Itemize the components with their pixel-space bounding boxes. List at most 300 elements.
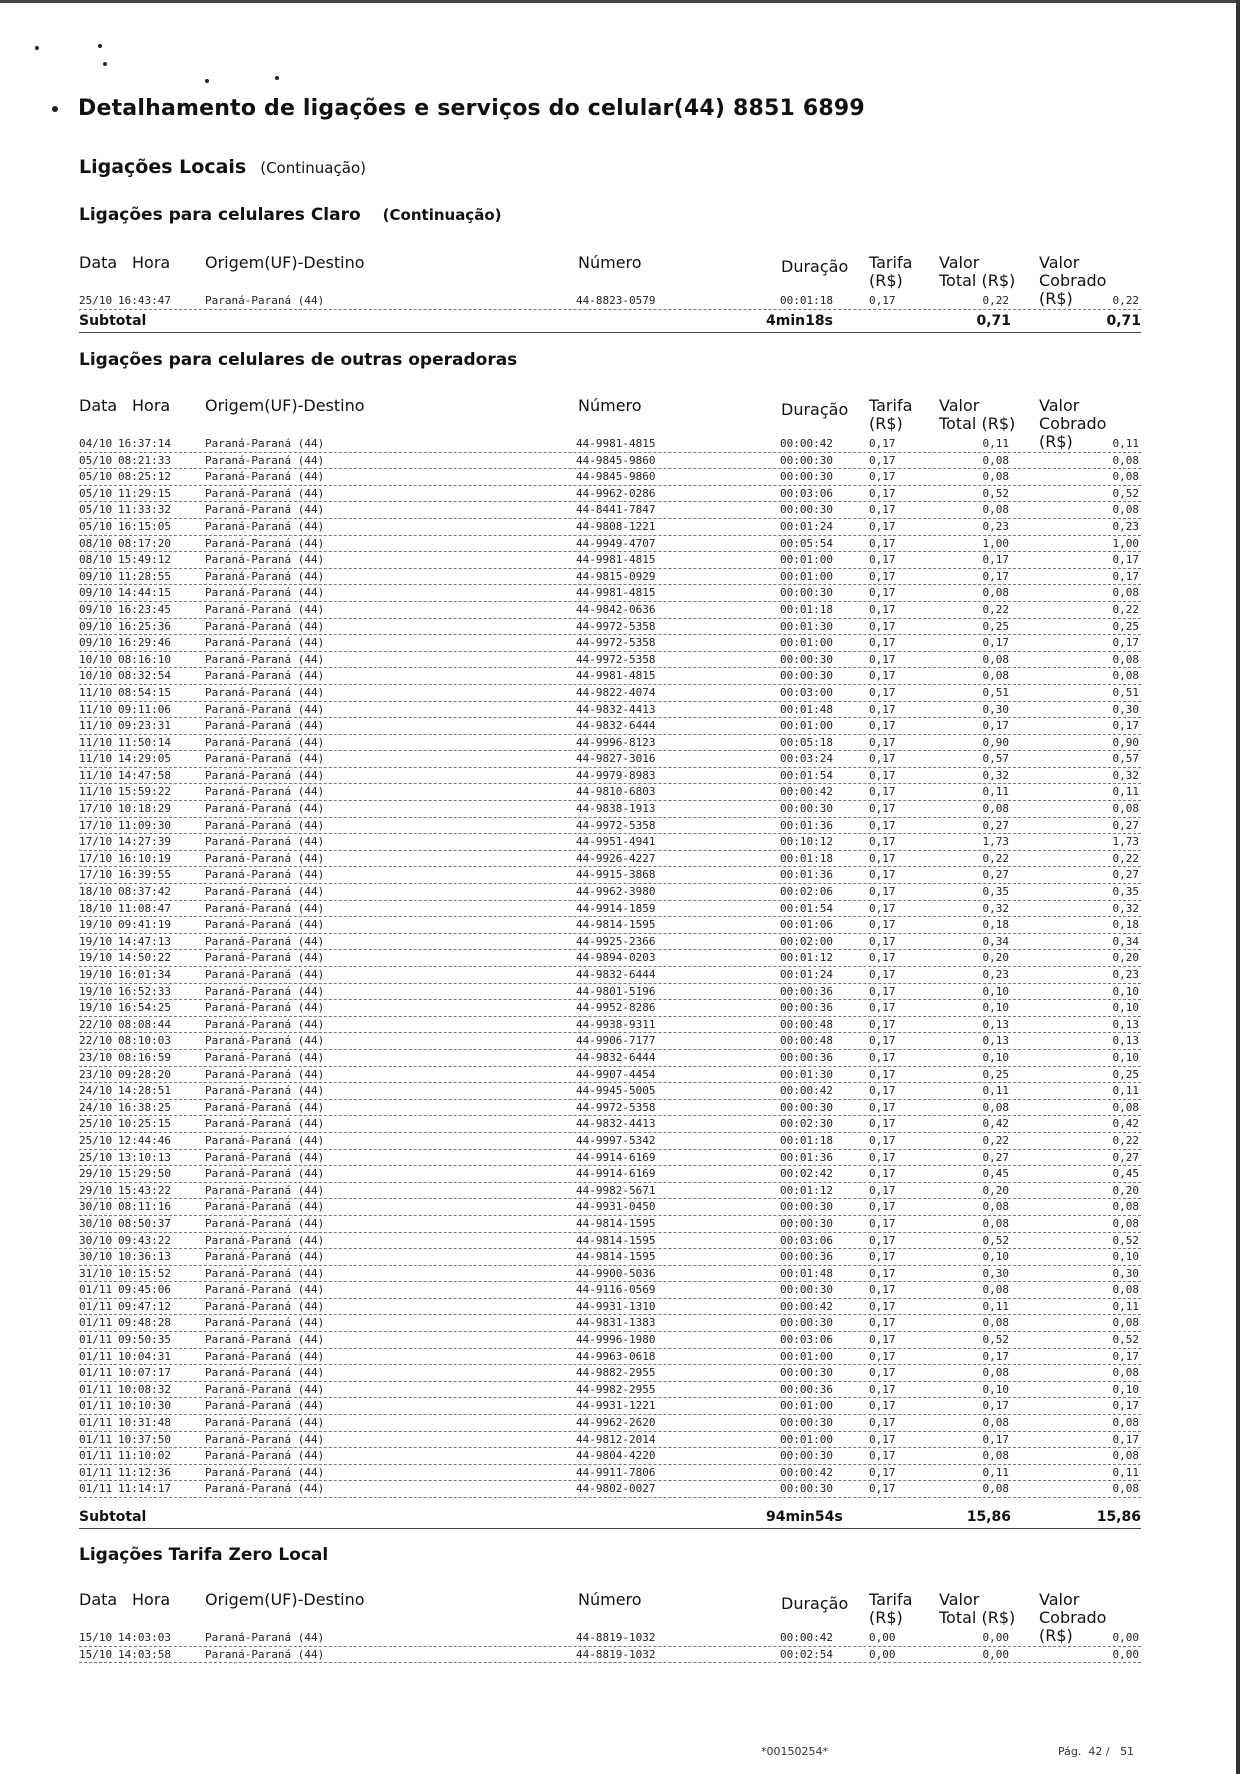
table-cell: 00:01:36 (780, 818, 833, 832)
table-cell: 0,27 (1112, 818, 1139, 832)
table-cell: 44-9911-7806 (576, 1465, 656, 1479)
table-cell: 0,17 (869, 735, 896, 749)
table-cell: 00:01:18 (780, 1133, 833, 1147)
table-cell: 0,08 (1112, 1482, 1139, 1496)
table-cell: 00:02:00 (780, 934, 833, 948)
table-cell: 00:01:00 (780, 1399, 833, 1413)
table-cell: 25/10 (79, 1117, 113, 1131)
table-cell: 0,17 (982, 719, 1009, 733)
table-cell: 0,08 (1112, 1200, 1139, 1214)
table-cell: 09:28:20 (118, 1067, 171, 1081)
table-cell: 09:50:35 (118, 1333, 171, 1347)
table-cell: 23/10 (79, 1050, 113, 1064)
table-cell: Paraná-Paraná (44) (205, 553, 325, 567)
table-cell: 0,22 (982, 851, 1009, 865)
table-cell: 0,08 (982, 586, 1009, 600)
table-cell: 0,22 (1112, 851, 1139, 865)
table-cell: Paraná-Paraná (44) (205, 652, 325, 666)
table-cell: 0,17 (1112, 1349, 1139, 1363)
table-cell: 10:04:31 (118, 1349, 171, 1363)
table-cell: 0,17 (869, 1067, 896, 1081)
table-cell: 09:48:28 (118, 1316, 171, 1330)
table-cell: 0,08 (982, 1316, 1009, 1330)
table-cell: 0,32 (1112, 768, 1139, 782)
table-cell: 0,18 (982, 918, 1009, 932)
table-cell: 44-9972-5358 (576, 636, 656, 650)
table-cell: 00:00:30 (780, 652, 833, 666)
table-cell: Paraná-Paraná (44) (205, 1100, 325, 1114)
table-cell: 0,10 (982, 1382, 1009, 1396)
table-cell: 00:03:06 (780, 1233, 833, 1247)
table-cell: 0,25 (982, 1067, 1009, 1081)
table-cell: 44-9827-3016 (576, 752, 656, 766)
table-cell: 23/10 (79, 1067, 113, 1081)
table-cell: 44-9931-1310 (576, 1299, 656, 1313)
scan-edge-top (0, 0, 1240, 3)
table-cell: 0,17 (869, 951, 896, 965)
table-cell: 00:00:48 (780, 1034, 833, 1048)
table-cell: 0,25 (1112, 619, 1139, 633)
table-row (79, 1000, 1141, 1017)
table-cell: 0,17 (869, 835, 896, 849)
table-cell: Paraná-Paraná (44) (205, 752, 325, 766)
table-cell: 16:15:05 (118, 519, 171, 533)
table-cell: 14:03:03 (118, 1631, 171, 1644)
table-cell: Paraná-Paraná (44) (205, 1283, 325, 1297)
table-cell: Paraná-Paraná (44) (205, 1449, 325, 1463)
table-cell: 0,17 (869, 702, 896, 716)
table-cell: 08:32:54 (118, 669, 171, 683)
table-cell: Paraná-Paraná (44) (205, 453, 325, 467)
table-cell: 0,11 (1112, 785, 1139, 799)
table-cell: 0,23 (1112, 519, 1139, 533)
table-cell: 0,17 (869, 294, 896, 307)
table-cell: 0,42 (982, 1117, 1009, 1131)
table-row (79, 735, 1141, 752)
table-cell: 0,17 (869, 918, 896, 932)
table-cell: 00:02:30 (780, 1117, 833, 1131)
table-cell: 15/10 (79, 1647, 113, 1661)
table-cell: 0,08 (982, 652, 1009, 666)
table-cell: 44-9926-4227 (576, 851, 656, 865)
table-cell: 14:47:13 (118, 934, 171, 948)
table-cell: 17/10 (79, 818, 113, 832)
table-cell: Paraná-Paraná (44) (205, 1167, 325, 1181)
table-cell: Paraná-Paraná (44) (205, 1117, 325, 1131)
table-cell: 08:17:20 (118, 536, 171, 550)
table-cell: 44-8819-1032 (576, 1647, 656, 1661)
table-cell: 44-8823-0579 (576, 294, 656, 307)
table-cell: 00:03:06 (780, 1333, 833, 1347)
table-cell: 05/10 (79, 519, 113, 533)
table-cell: 00:01:12 (780, 951, 833, 965)
table-cell: 0,17 (869, 536, 896, 550)
table-cell: 0,17 (869, 1084, 896, 1098)
table-cell: 05/10 (79, 453, 113, 467)
table-cell: Paraná-Paraná (44) (205, 569, 325, 583)
table-cell: 11/10 (79, 785, 113, 799)
table-cell: 16:38:25 (118, 1100, 171, 1114)
table-cell: 25/10 (79, 294, 113, 307)
block1-rows (79, 293, 1141, 310)
table-cell: 44-9925-2366 (576, 934, 656, 948)
table-cell: 44-9945-5005 (576, 1084, 656, 1098)
table-cell: 44-9962-2620 (576, 1416, 656, 1430)
table-cell: 16:52:33 (118, 984, 171, 998)
table-cell: 01/11 (79, 1432, 113, 1446)
table-cell: 01/11 (79, 1482, 113, 1496)
table-cell: 44-9804-4220 (576, 1449, 656, 1463)
table-cell: 0,13 (1112, 1034, 1139, 1048)
table-cell: 00:01:54 (780, 901, 833, 915)
table-cell: 0,08 (982, 503, 1009, 517)
table-cell: Paraná-Paraná (44) (205, 1034, 325, 1048)
table-row (79, 1116, 1141, 1133)
table-cell: 0,17 (982, 569, 1009, 583)
scan-edge-right (1236, 0, 1240, 1774)
table-cell: 11/10 (79, 752, 113, 766)
table-cell: 30/10 (79, 1250, 113, 1264)
table-cell: 00:01:00 (780, 553, 833, 567)
table-cell: 00:00:42 (780, 1084, 833, 1098)
table-cell: 00:00:48 (780, 1017, 833, 1031)
table-cell: 0,52 (1112, 1233, 1139, 1247)
table-cell: Paraná-Paraná (44) (205, 685, 325, 699)
table-cell: 0,17 (869, 553, 896, 567)
table-cell: 10:18:29 (118, 802, 171, 816)
table-cell: 00:01:36 (780, 868, 833, 882)
table-cell: 0,17 (869, 652, 896, 666)
table-cell: 09/10 (79, 602, 113, 616)
table-cell: 29/10 (79, 1183, 113, 1197)
table-row (79, 901, 1141, 918)
table-cell: Paraná-Paraná (44) (205, 1299, 325, 1313)
table-cell: 44-9963-0618 (576, 1349, 656, 1363)
table-cell: 08:16:59 (118, 1050, 171, 1064)
table-row (79, 552, 1141, 569)
table-cell: 0,17 (982, 1349, 1009, 1363)
table-cell: 00:00:30 (780, 1449, 833, 1463)
scan-speck (205, 79, 209, 83)
table-cell: 00:00:30 (780, 1316, 833, 1330)
table-cell: Paraná-Paraná (44) (205, 1399, 325, 1413)
table-cell: 0,17 (869, 851, 896, 865)
table-cell: 00:01:30 (780, 1067, 833, 1081)
table-cell: 44-9996-8123 (576, 735, 656, 749)
table-cell: 0,08 (982, 1216, 1009, 1230)
table-cell: 0,35 (1112, 885, 1139, 899)
table-cell: 44-9832-4413 (576, 702, 656, 716)
table-cell: 0,00 (982, 1647, 1009, 1661)
table-header: Data Hora Origem(UF)-Destino Número Duração Tarifa (R$) Valor Total (R$) Valor Cobrado (R$) (79, 1590, 1107, 1645)
table-cell: 0,10 (1112, 1001, 1139, 1015)
table-cell: 0,18 (1112, 918, 1139, 932)
table-cell: 14:28:51 (118, 1084, 171, 1098)
table-cell: 00:00:42 (780, 785, 833, 799)
table-cell: 44-9838-1913 (576, 802, 656, 816)
table-cell: 44-9949-4707 (576, 536, 656, 550)
table-cell: 0,00 (869, 1647, 896, 1661)
table-cell: Paraná-Paraná (44) (205, 984, 325, 998)
table-cell: Paraná-Paraná (44) (205, 719, 325, 733)
table-cell: 10:25:15 (118, 1117, 171, 1131)
table-row (79, 1415, 1141, 1432)
table-cell: 09/10 (79, 569, 113, 583)
table-cell: 0,17 (869, 1449, 896, 1463)
table-cell: Paraná-Paraná (44) (205, 735, 325, 749)
table-cell: 16:10:19 (118, 851, 171, 865)
table-cell: Paraná-Paraná (44) (205, 503, 325, 517)
table-cell: 00:01:36 (780, 1150, 833, 1164)
table-cell: 0,17 (869, 1316, 896, 1330)
table-cell: 01/11 (79, 1333, 113, 1347)
table-cell: 0,17 (869, 1349, 896, 1363)
table-cell: Paraná-Paraná (44) (205, 1266, 325, 1280)
table-cell: 00:00:30 (780, 1200, 833, 1214)
table-cell: Paraná-Paraná (44) (205, 519, 325, 533)
table-cell: 44-9906-7177 (576, 1034, 656, 1048)
table-cell: 09:43:22 (118, 1233, 171, 1247)
table-cell: 0,90 (982, 735, 1009, 749)
table-cell: 00:00:30 (780, 470, 833, 484)
table-cell: 00:00:30 (780, 453, 833, 467)
table-cell: Paraná-Paraná (44) (205, 1631, 325, 1644)
table-cell: 11/10 (79, 685, 113, 699)
table-cell: 0,11 (982, 785, 1009, 799)
table-cell: 0,17 (982, 553, 1009, 567)
table-row (79, 453, 1141, 470)
table-cell: 1,73 (982, 835, 1009, 849)
block2-subtotal: Subtotal 94min54s 15,86 15,86 (79, 1506, 1141, 1529)
table-cell: 0,10 (982, 1050, 1009, 1064)
table-cell: 08:25:12 (118, 470, 171, 484)
table-cell: 16:29:46 (118, 636, 171, 650)
table-cell: 01/11 (79, 1283, 113, 1297)
table-cell: 14:50:22 (118, 951, 171, 965)
table-cell: 0,23 (982, 968, 1009, 981)
table-cell: 0,11 (1112, 437, 1139, 450)
table-cell: 00:00:42 (780, 1465, 833, 1479)
table-row (79, 768, 1141, 785)
table-row (79, 1083, 1141, 1100)
table-cell: 00:00:42 (780, 437, 833, 450)
table-cell: 0,17 (869, 719, 896, 733)
table-cell: 11:28:55 (118, 569, 171, 583)
table-row (79, 834, 1141, 851)
table-cell: 0,17 (869, 1216, 896, 1230)
table-cell: 44-9815-0929 (576, 569, 656, 583)
block3-rows (79, 1630, 1141, 1663)
table-row (79, 1282, 1141, 1299)
table-cell: 0,08 (1112, 652, 1139, 666)
table-cell: 00:03:24 (780, 752, 833, 766)
table-row (79, 1398, 1141, 1415)
table-row (79, 1133, 1141, 1150)
table-cell: 44-9982-2955 (576, 1382, 656, 1396)
table-cell: 44-9116-0569 (576, 1283, 656, 1297)
table-cell: 0,08 (1112, 1449, 1139, 1463)
scan-speck (35, 46, 39, 50)
table-cell: 0,35 (982, 885, 1009, 899)
table-cell: Paraná-Paraná (44) (205, 901, 325, 915)
table-row (79, 801, 1141, 818)
table-cell: 08:54:15 (118, 685, 171, 699)
table-cell: 0,17 (869, 1017, 896, 1031)
table-cell: 0,11 (982, 1465, 1009, 1479)
table-cell: 0,17 (869, 685, 896, 699)
table-cell: 00:01:24 (780, 968, 833, 981)
table-cell: 0,11 (982, 1084, 1009, 1098)
table-cell: 0,30 (1112, 702, 1139, 716)
table-cell: 00:02:54 (780, 1647, 833, 1661)
table-cell: 0,08 (1112, 453, 1139, 467)
table-cell: 0,52 (1112, 486, 1139, 500)
table-cell: Paraná-Paraná (44) (205, 1200, 325, 1214)
table-cell: 00:01:48 (780, 1266, 833, 1280)
table-row (79, 1033, 1141, 1050)
table-cell: 44-9979-8983 (576, 768, 656, 782)
table-cell: 14:47:58 (118, 768, 171, 782)
table-cell: 00:01:12 (780, 1183, 833, 1197)
table-cell: 0,10 (1112, 1250, 1139, 1264)
table-cell: 0,17 (869, 1133, 896, 1147)
table-row (79, 917, 1141, 934)
table-cell: 18/10 (79, 901, 113, 915)
table-cell: 0,22 (982, 294, 1009, 307)
table-cell: 11/10 (79, 719, 113, 733)
table-cell: 0,08 (1112, 669, 1139, 683)
table-cell: 0,10 (1112, 984, 1139, 998)
table-cell: 0,08 (982, 1283, 1009, 1297)
table-cell: 00:01:48 (780, 702, 833, 716)
table-cell: 10:36:13 (118, 1250, 171, 1264)
table-row (79, 1365, 1141, 1382)
table-cell: 44-9914-1859 (576, 901, 656, 915)
table-cell: 0,90 (1112, 735, 1139, 749)
table-row (79, 984, 1141, 1001)
table-cell: 0,00 (1112, 1631, 1139, 1644)
table-cell: Paraná-Paraná (44) (205, 1465, 325, 1479)
table-cell: 08/10 (79, 553, 113, 567)
table-cell: 17/10 (79, 802, 113, 816)
table-cell: Paraná-Paraná (44) (205, 1432, 325, 1446)
table-cell: 0,10 (982, 1250, 1009, 1264)
table-cell: 0,00 (869, 1631, 896, 1644)
table-cell: 10:07:17 (118, 1366, 171, 1380)
table-cell: 44-9952-8286 (576, 1001, 656, 1015)
table-cell: 08:21:33 (118, 453, 171, 467)
table-cell: Paraná-Paraná (44) (205, 636, 325, 650)
table-cell: 0,17 (1112, 636, 1139, 650)
table-cell: 00:00:30 (780, 1100, 833, 1114)
table-cell: 00:01:00 (780, 1432, 833, 1446)
table-cell: 11/10 (79, 702, 113, 716)
table-cell: 11:08:47 (118, 901, 171, 915)
table-cell: 19/10 (79, 1001, 113, 1015)
table-cell: Paraná-Paraná (44) (205, 818, 325, 832)
table-cell: 15:59:22 (118, 785, 171, 799)
table-cell: Paraná-Paraná (44) (205, 1233, 325, 1247)
table-cell: 30/10 (79, 1216, 113, 1230)
table-cell: 14:27:39 (118, 835, 171, 849)
table-cell: 19/10 (79, 918, 113, 932)
table-cell: 09:47:12 (118, 1299, 171, 1313)
table-row (79, 818, 1141, 835)
table-cell: 44-9845-9860 (576, 453, 656, 467)
table-cell: 01/11 (79, 1382, 113, 1396)
table-cell: 00:01:18 (780, 294, 833, 307)
block1-title: Ligações para celulares Claro (Continuação) (79, 205, 502, 225)
table-cell: 0,17 (869, 1167, 896, 1181)
table-cell: 00:01:18 (780, 602, 833, 616)
table-cell: 0,17 (869, 984, 896, 998)
scan-speck (103, 62, 107, 66)
table-cell: 00:10:12 (780, 835, 833, 849)
table-cell: 09/10 (79, 636, 113, 650)
table-cell: 0,10 (1112, 1382, 1139, 1396)
table-cell: 44-9982-5671 (576, 1183, 656, 1197)
table-cell: 0,17 (869, 934, 896, 948)
table-cell: 0,17 (982, 636, 1009, 650)
table-cell: 00:01:00 (780, 1349, 833, 1363)
table-cell: 19/10 (79, 951, 113, 965)
table-cell: 11:29:15 (118, 486, 171, 500)
table-row (79, 668, 1141, 685)
section-title: Ligações Locais (Continuação) (79, 156, 366, 178)
table-cell: 44-9845-9860 (576, 470, 656, 484)
table-cell: 0,22 (1112, 602, 1139, 616)
table-cell: 00:01:00 (780, 719, 833, 733)
table-cell: Paraná-Paraná (44) (205, 918, 325, 932)
table-cell: 0,32 (982, 901, 1009, 915)
table-cell: 16:39:55 (118, 868, 171, 882)
table-cell: 44-9972-5358 (576, 1100, 656, 1114)
table-cell: 0,13 (982, 1034, 1009, 1048)
table-cell: 0,17 (1112, 553, 1139, 567)
table-cell: 00:00:36 (780, 984, 833, 998)
table-cell: 0,17 (869, 1100, 896, 1114)
table-cell: 44-9831-1383 (576, 1316, 656, 1330)
table-cell: 11:33:32 (118, 503, 171, 517)
page-title: Detalhamento de ligações e serviços do celular(44) 8851 6899 (78, 96, 865, 121)
table-row (79, 1017, 1141, 1034)
table-cell: 0,08 (982, 1416, 1009, 1430)
table-cell: 0,17 (869, 519, 896, 533)
table-cell: 0,08 (982, 470, 1009, 484)
table-cell: 00:03:00 (780, 685, 833, 699)
table-cell: 44-9814-1595 (576, 1216, 656, 1230)
table-cell: 44-9951-4941 (576, 835, 656, 849)
table-cell: 44-8441-7847 (576, 503, 656, 517)
table-cell: 0,52 (1112, 1333, 1139, 1347)
table-row (79, 1050, 1141, 1067)
table-row (79, 436, 1141, 453)
table-cell: 0,13 (1112, 1017, 1139, 1031)
table-cell: 0,17 (982, 1399, 1009, 1413)
table-cell: 0,17 (869, 818, 896, 832)
table-cell: 00:00:30 (780, 1482, 833, 1496)
scan-speck (275, 76, 279, 80)
table-cell: Paraná-Paraná (44) (205, 951, 325, 965)
table-row (79, 469, 1141, 486)
table-cell: 00:01:00 (780, 636, 833, 650)
table-cell: Paraná-Paraná (44) (205, 1416, 325, 1430)
table-cell: 44-9981-4815 (576, 669, 656, 683)
table-cell: 44-8819-1032 (576, 1631, 656, 1644)
table-cell: 01/11 (79, 1399, 113, 1413)
table-row (79, 784, 1141, 801)
table-row (79, 1266, 1141, 1283)
